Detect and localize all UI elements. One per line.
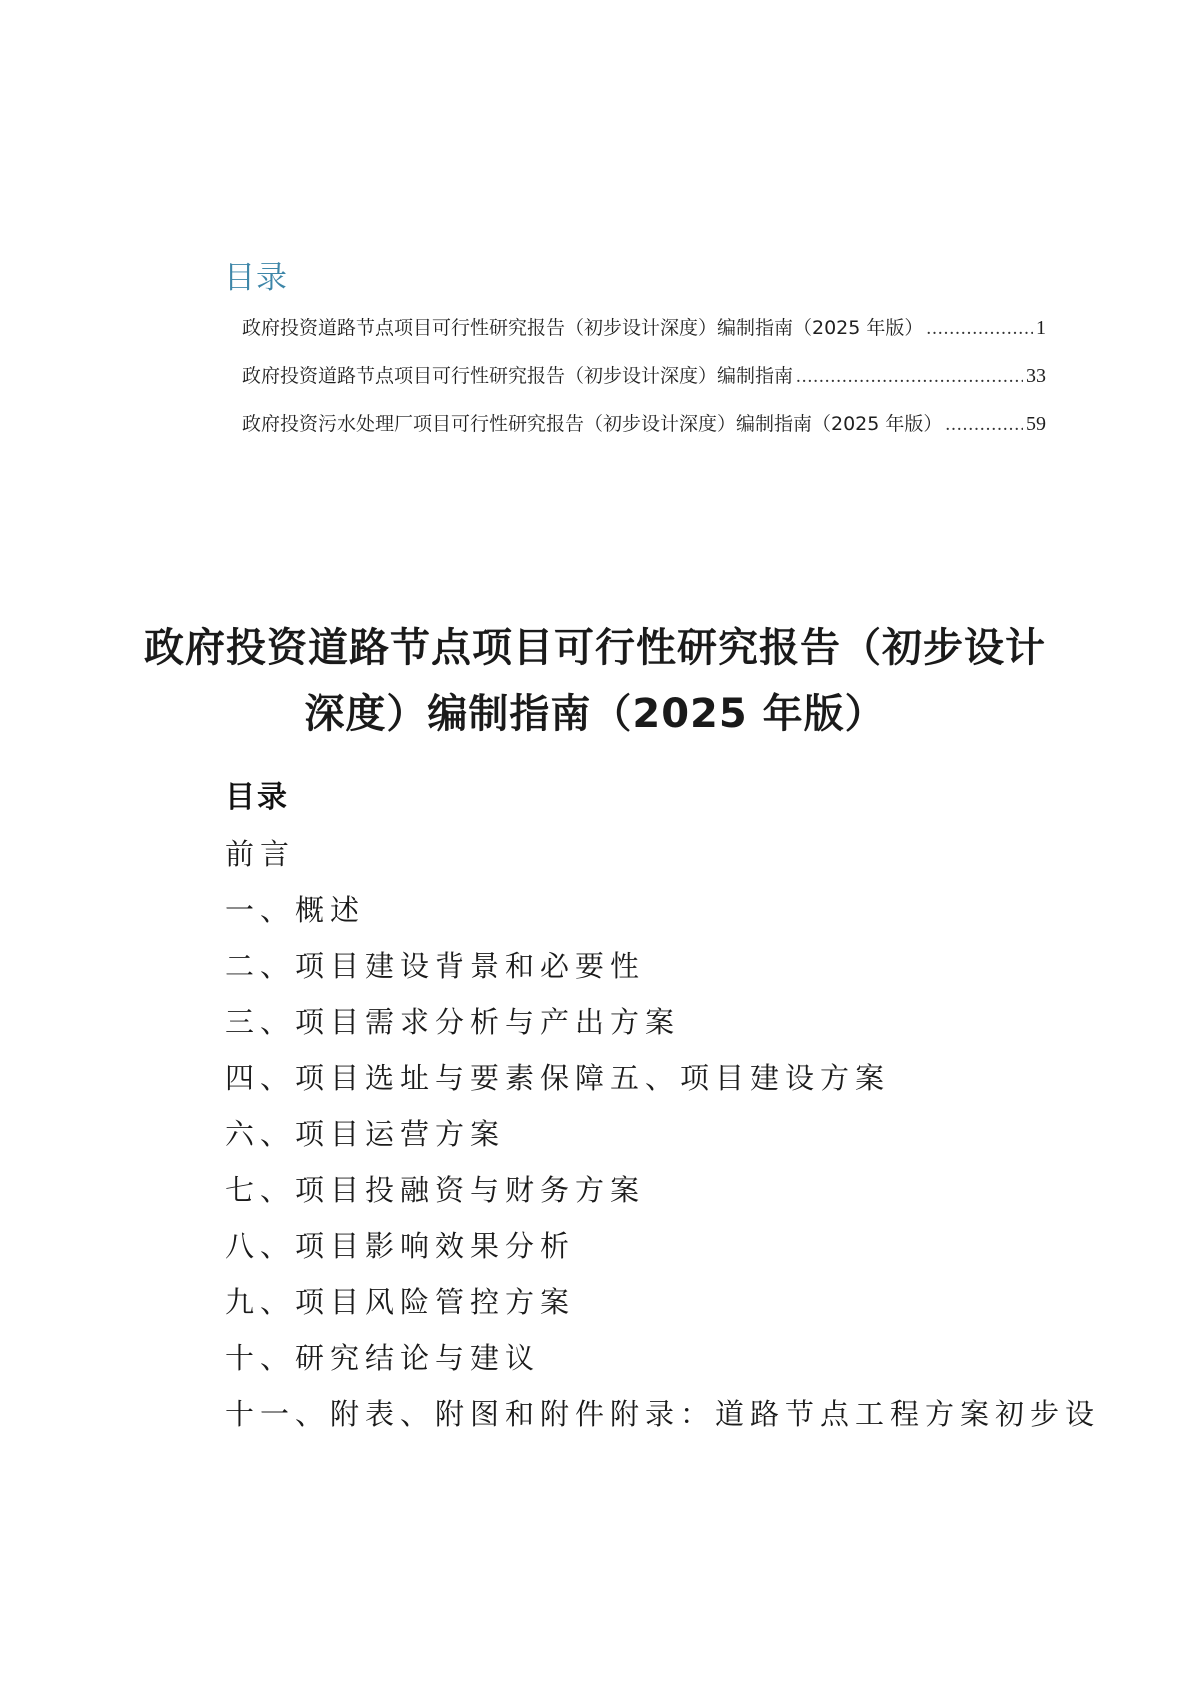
toc-list xyxy=(224,316,1046,436)
toc-entry[interactable] xyxy=(242,316,1046,340)
toc-page-number: 33 xyxy=(1026,365,1046,387)
toc-dot-leader xyxy=(796,365,1023,389)
contents-list xyxy=(225,834,1101,1434)
contents-heading: 目录 xyxy=(225,780,289,815)
toc-page-number: 59 xyxy=(1026,413,1046,435)
table-of-contents xyxy=(224,258,1046,460)
toc-entry[interactable] xyxy=(242,364,1046,388)
toc-heading: 目录 xyxy=(224,260,288,296)
toc-page-number: 1 xyxy=(1036,317,1046,339)
contents-item: 九、项目风险管控方案 xyxy=(225,1285,576,1319)
contents-item: 十、研究结论与建议 xyxy=(225,1341,541,1375)
document-title xyxy=(0,615,1190,747)
toc-dot-leader xyxy=(945,413,1023,437)
toc-entry-title: 政府投资污水处理厂项目可行性研究报告（初步设计深度）编制指南（2025 年版） xyxy=(242,413,943,435)
toc-dot-leader xyxy=(926,317,1033,341)
contents-item: 八、项目影响效果分析 xyxy=(225,1229,576,1263)
contents-item: 七、项目投融资与财务方案 xyxy=(225,1173,646,1207)
contents-item: 前言 xyxy=(225,837,296,871)
section-contents xyxy=(225,778,1101,1450)
toc-entry-title: 政府投资道路节点项目可行性研究报告（初步设计深度）编制指南（2025 年版） xyxy=(242,317,924,339)
contents-item: 三、项目需求分析与产出方案 xyxy=(225,1005,681,1039)
contents-item: 六、项目运营方案 xyxy=(225,1117,506,1151)
toc-entry-title: 政府投资道路节点项目可行性研究报告（初步设计深度）编制指南 xyxy=(242,365,794,387)
contents-item: 一、概述 xyxy=(225,893,366,927)
contents-item: 十一、附表、附图和附件附录：道路节点工程方案初步设 xyxy=(225,1397,1101,1431)
contents-item: 二、项目建设背景和必要性 xyxy=(225,949,646,983)
toc-entry[interactable] xyxy=(242,412,1046,436)
contents-item: 四、项目选址与要素保障五、项目建设方案 xyxy=(225,1061,891,1095)
document-title-line: 政府投资道路节点项目可行性研究报告（初步设计 xyxy=(144,624,1046,671)
document-title-line: 深度）编制指南（2025 年版） xyxy=(304,690,886,737)
